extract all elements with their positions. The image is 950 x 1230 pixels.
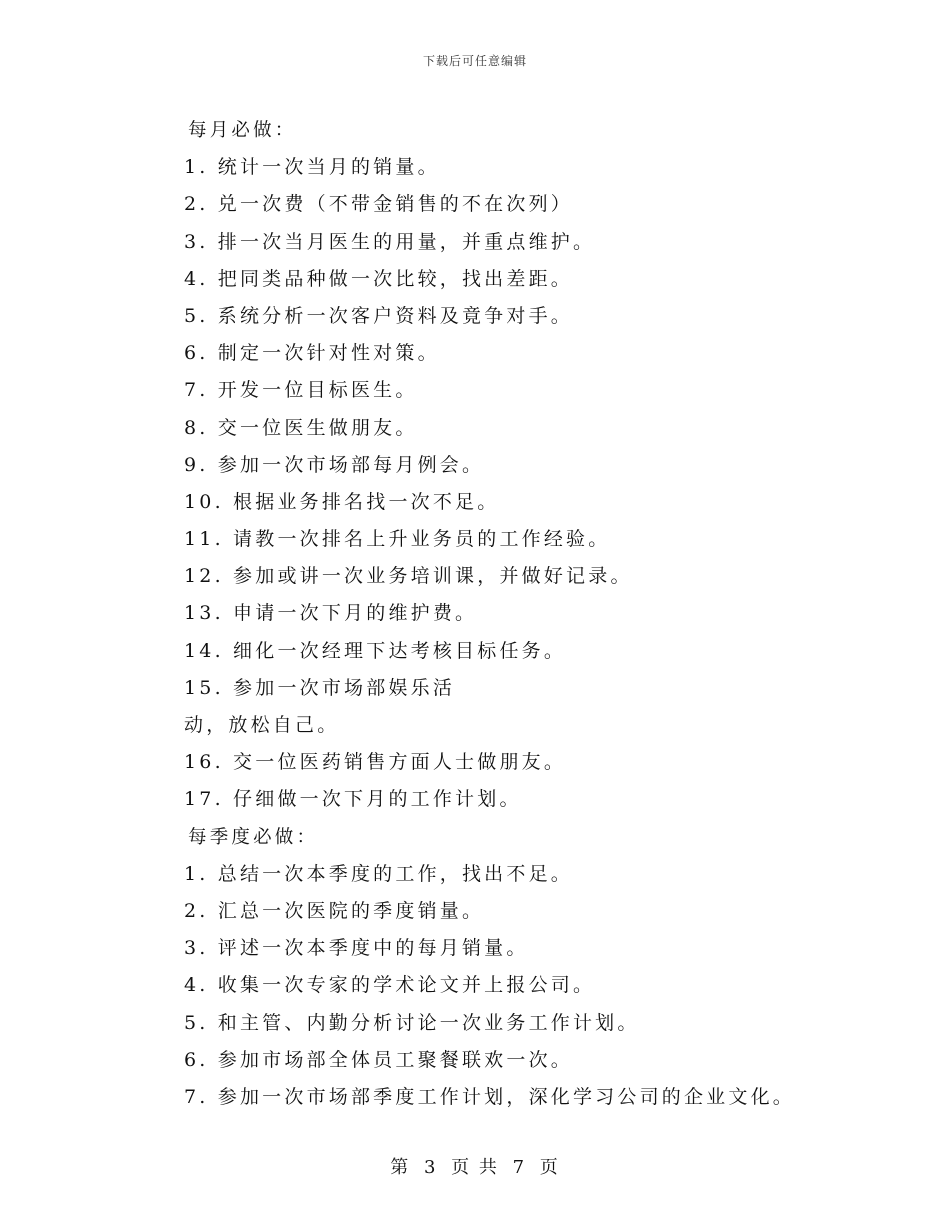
list-item: 11. 请教一次排名上升业务员的工作经验。: [184, 528, 611, 551]
list-item: 7. 参加一次市场部季度工作计划，深化学习公司的企业文化。: [184, 1085, 795, 1108]
list-item: 2. 兑一次费（不带金销售的不在次列）: [184, 193, 573, 216]
list-item: 5. 和主管、内勤分析讨论一次业务工作计划。: [184, 1011, 640, 1034]
list-item: 3. 排一次当月医生的用量，并重点维护。: [184, 230, 596, 253]
page-number-prefix: 第: [390, 1157, 411, 1178]
list-item-continuation: 动，放松自己。: [184, 714, 340, 736]
page-number-total: 7: [512, 1157, 527, 1178]
list-item: 12. 参加或讲一次业务培训课，并做好记录。: [184, 565, 633, 588]
page-number: [0, 1153, 950, 1179]
page-number-middle: 页 共: [451, 1157, 499, 1178]
list-item: 5. 系统分析一次客户资料及竟争对手。: [184, 304, 573, 327]
list-item: 1. 统计一次当月的销量。: [184, 156, 440, 179]
page-number-suffix: 页: [539, 1157, 560, 1178]
page-number-current: 3: [423, 1157, 438, 1178]
list-item: 4. 收集一次专家的学术论文并上报公司。: [184, 974, 596, 997]
page-header: 下载后可任意编辑: [422, 54, 527, 68]
section-title-monthly: 每月必做：: [188, 120, 297, 141]
section-title-quarterly: 每季度必做：: [188, 826, 319, 848]
list-item: 9. 参加一次市场部每月例会。: [184, 453, 485, 476]
list-item: 15. 参加一次市场部娱乐活: [184, 676, 456, 699]
list-item: 4. 把同类品种做一次比较，找出差距。: [184, 267, 573, 290]
list-item: 10. 根据业务排名找一次不足。: [184, 490, 500, 513]
list-item: 7. 开发一位目标医生。: [184, 379, 418, 402]
list-item: 1. 总结一次本季度的工作，找出不足。: [184, 862, 573, 885]
list-item: 6. 参加市场部全体员工聚餐联欢一次。: [184, 1048, 573, 1071]
list-item: 16. 交一位医药销售方面人士做朋友。: [184, 751, 567, 774]
list-item: 6. 制定一次针对性对策。: [184, 342, 440, 365]
list-item: 8. 交一位医生做朋友。: [184, 416, 418, 439]
list-item: 2. 汇总一次医院的季度销量。: [184, 899, 485, 922]
list-item: 3. 评述一次本季度中的每月销量。: [184, 937, 529, 960]
list-item: 14. 细化一次经理下达考核目标任务。: [184, 639, 567, 662]
list-item: 17. 仔细做一次下月的工作计划。: [184, 788, 522, 811]
document-body: [184, 112, 824, 1116]
list-item: 13. 申请一次下月的维护费。: [184, 602, 478, 625]
